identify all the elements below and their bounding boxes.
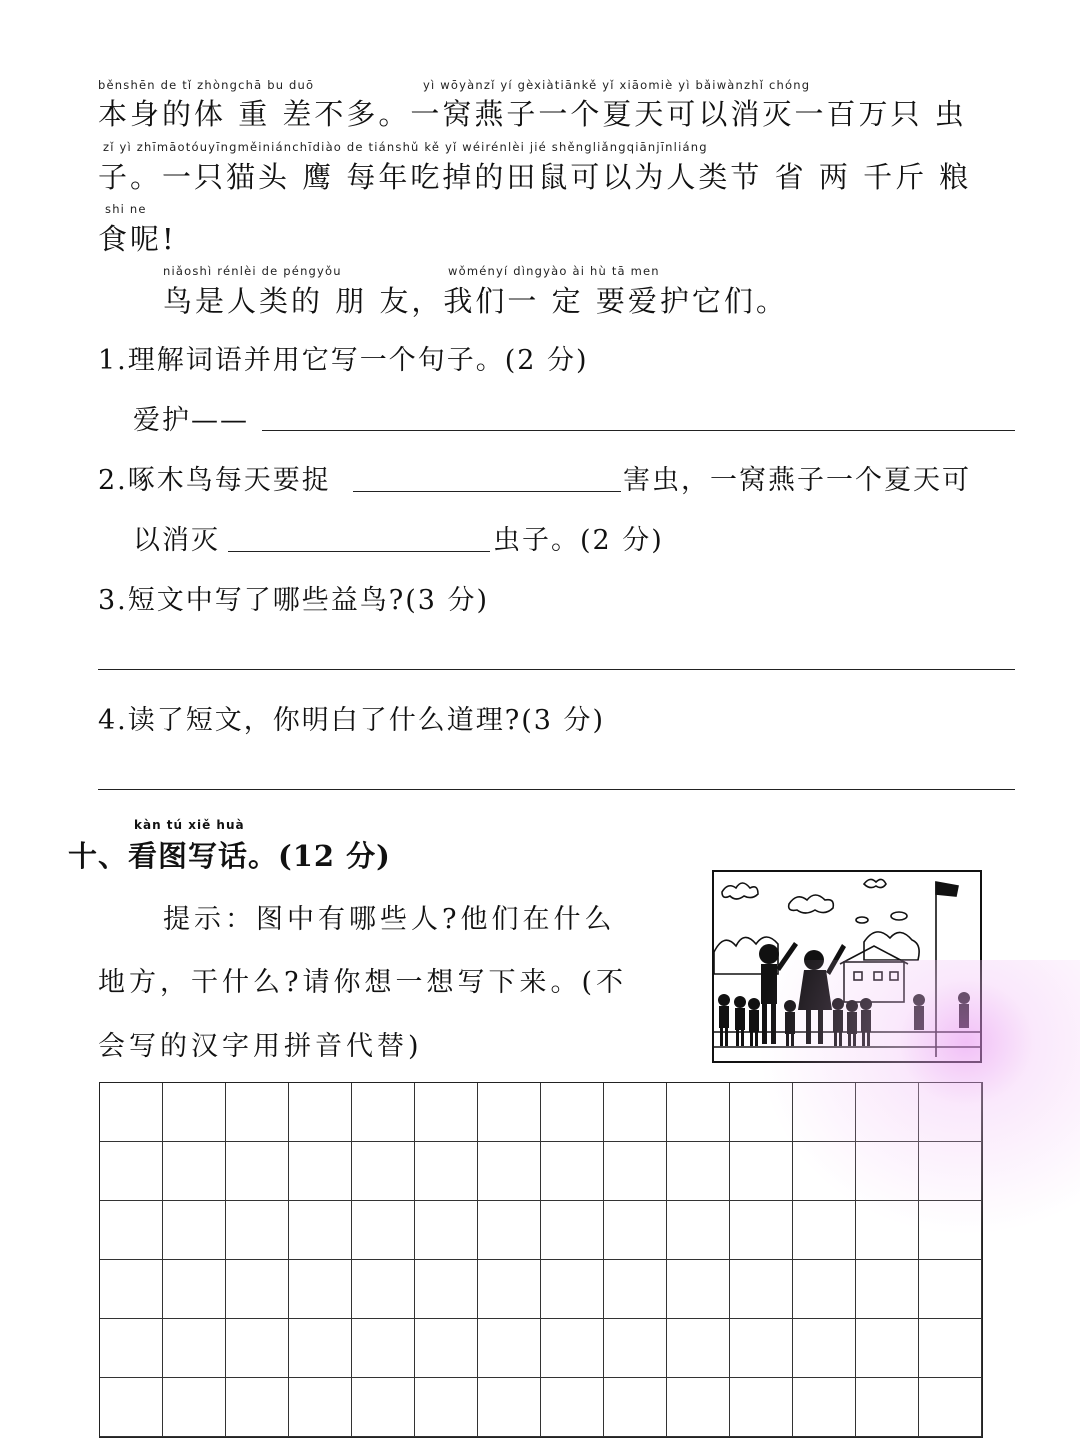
question-4: 4.读了短文，你明白了什么道理?(3 分) <box>98 705 606 736</box>
grid-cell[interactable] <box>667 1319 730 1378</box>
grid-cell[interactable] <box>856 1083 919 1142</box>
grid-cell[interactable] <box>856 1319 919 1378</box>
grid-cell[interactable] <box>415 1142 478 1201</box>
grid-cell[interactable] <box>793 1319 856 1378</box>
grid-cell[interactable] <box>163 1083 226 1142</box>
hint-line-2: 地方，干什么?请你想一想写下来。(不 <box>98 967 628 998</box>
passage-line-3: 食呢! <box>98 222 177 256</box>
answer-line-1[interactable] <box>262 430 1015 431</box>
grid-cell[interactable] <box>478 1260 541 1319</box>
grid-cell[interactable] <box>919 1260 982 1319</box>
grid-cell[interactable] <box>604 1201 667 1260</box>
pinyin-line-4-left: niǎoshì rénlèi de péngyǒu <box>163 264 342 278</box>
writing-grid[interactable] <box>99 1082 983 1438</box>
flag-ceremony-picture <box>712 870 982 1063</box>
grid-cell[interactable] <box>289 1378 352 1437</box>
grid-cell[interactable] <box>856 1201 919 1260</box>
grid-cell[interactable] <box>919 1142 982 1201</box>
grid-cell[interactable] <box>163 1260 226 1319</box>
grid-cell[interactable] <box>541 1201 604 1260</box>
grid-cell[interactable] <box>667 1083 730 1142</box>
grid-cell[interactable] <box>919 1083 982 1142</box>
grid-cell[interactable] <box>352 1083 415 1142</box>
pinyin-line-1-right: yì wōyànzǐ yí gèxiàtiānkě yǐ xiāomiè yì bǎiwànzhǐ chóng <box>423 78 811 92</box>
passage-line-1: 本身的体 重 差不多。一窝燕子一个夏天可以消灭一百万只 虫 <box>98 97 967 131</box>
question-3: 3.短文中写了哪些益鸟?(3 分) <box>98 585 490 616</box>
grid-cell[interactable] <box>478 1142 541 1201</box>
grid-cell[interactable] <box>730 1142 793 1201</box>
grid-cell[interactable] <box>793 1083 856 1142</box>
question-1: 1.理解词语并用它写一个句子。(2 分) <box>98 345 589 376</box>
question-2-part-d: 虫子。(2 分) <box>493 525 664 556</box>
grid-cell[interactable] <box>100 1142 163 1201</box>
pinyin-line-3: shi ne <box>105 202 147 216</box>
question-1-word: 爱护—— <box>133 405 249 436</box>
grid-cell[interactable] <box>856 1378 919 1437</box>
grid-cell[interactable] <box>541 1083 604 1142</box>
grid-cell[interactable] <box>163 1378 226 1437</box>
grid-cell[interactable] <box>856 1142 919 1201</box>
grid-cell[interactable] <box>667 1201 730 1260</box>
question-2-part-b: 害虫，一窝燕子一个夏天可 <box>623 465 971 496</box>
grid-cell[interactable] <box>793 1201 856 1260</box>
grid-cell[interactable] <box>730 1083 793 1142</box>
grid-cell[interactable] <box>919 1378 982 1437</box>
grid-cell[interactable] <box>604 1260 667 1319</box>
grid-cell[interactable] <box>352 1201 415 1260</box>
grid-cell[interactable] <box>793 1142 856 1201</box>
answer-blank-2a[interactable] <box>353 491 621 492</box>
grid-cell[interactable] <box>226 1201 289 1260</box>
grid-cell[interactable] <box>541 1142 604 1201</box>
question-2-part-a: 2.啄木鸟每天要捉 <box>98 465 331 496</box>
grid-cell[interactable] <box>730 1319 793 1378</box>
grid-cell[interactable] <box>226 1142 289 1201</box>
grid-cell[interactable] <box>352 1142 415 1201</box>
grid-cell[interactable] <box>352 1378 415 1437</box>
grid-cell[interactable] <box>415 1083 478 1142</box>
grid-cell[interactable] <box>478 1378 541 1437</box>
grid-cell[interactable] <box>100 1319 163 1378</box>
grid-cell[interactable] <box>415 1378 478 1437</box>
answer-line-3[interactable] <box>98 669 1015 670</box>
grid-cell[interactable] <box>289 1201 352 1260</box>
grid-cell[interactable] <box>100 1260 163 1319</box>
grid-cell[interactable] <box>289 1319 352 1378</box>
grid-cell[interactable] <box>793 1378 856 1437</box>
grid-cell[interactable] <box>226 1378 289 1437</box>
grid-cell[interactable] <box>415 1319 478 1378</box>
grid-cell[interactable] <box>604 1142 667 1201</box>
grid-cell[interactable] <box>100 1083 163 1142</box>
passage-line-4: 鸟是人类的 朋 友，我们一 定 要爱护它们。 <box>163 284 788 318</box>
grid-cell[interactable] <box>919 1201 982 1260</box>
grid-cell[interactable] <box>604 1378 667 1437</box>
section-10-pinyin: kàn tú xiě huà <box>134 818 245 832</box>
grid-cell[interactable] <box>730 1260 793 1319</box>
passage-line-2: 子。一只猫头 鹰 每年吃掉的田鼠可以为人类节 省 两 千斤 粮 <box>98 160 972 194</box>
section-10-title: 十、看图写话。(12 分) <box>68 839 391 873</box>
grid-cell[interactable] <box>604 1083 667 1142</box>
grid-cell[interactable] <box>667 1378 730 1437</box>
grid-cell[interactable] <box>667 1142 730 1201</box>
hint-line-1: 提示：图中有哪些人?他们在什么 <box>163 904 616 935</box>
grid-cell[interactable] <box>289 1260 352 1319</box>
children-flag-ceremony-illustration <box>714 872 980 1061</box>
grid-cell[interactable] <box>289 1142 352 1201</box>
hint-line-3: 会写的汉字用拼音代替) <box>98 1031 423 1062</box>
answer-line-4[interactable] <box>98 789 1015 790</box>
grid-cell[interactable] <box>415 1201 478 1260</box>
grid-cell[interactable] <box>352 1319 415 1378</box>
grid-cell[interactable] <box>352 1260 415 1319</box>
grid-cell[interactable] <box>163 1319 226 1378</box>
grid-cell[interactable] <box>604 1319 667 1378</box>
pinyin-line-2: zǐ yì zhīmāotóuyīngměiniánchīdiào de tiánshǔ kě yǐ wéirénlèi jié shěngliǎngqiānjīnliáng <box>103 140 708 154</box>
grid-cell[interactable] <box>478 1201 541 1260</box>
grid-cell[interactable] <box>667 1260 730 1319</box>
answer-blank-2b[interactable] <box>228 551 490 552</box>
question-2-part-c: 以消灭 <box>133 525 220 556</box>
grid-cell[interactable] <box>100 1378 163 1437</box>
pinyin-line-4-right: wǒményí dìngyào ài hù tā men <box>448 264 660 278</box>
grid-cell[interactable] <box>100 1201 163 1260</box>
grid-cell[interactable] <box>919 1319 982 1378</box>
grid-cell[interactable] <box>226 1083 289 1142</box>
grid-cell[interactable] <box>856 1260 919 1319</box>
grid-cell[interactable] <box>289 1083 352 1142</box>
grid-cell[interactable] <box>730 1201 793 1260</box>
grid-cell[interactable] <box>730 1378 793 1437</box>
grid-cell[interactable] <box>163 1142 226 1201</box>
grid-cell[interactable] <box>226 1260 289 1319</box>
grid-cell[interactable] <box>478 1083 541 1142</box>
grid-cell[interactable] <box>163 1201 226 1260</box>
grid-cell[interactable] <box>541 1319 604 1378</box>
grid-cell[interactable] <box>541 1260 604 1319</box>
grid-cell[interactable] <box>541 1378 604 1437</box>
grid-cell[interactable] <box>415 1260 478 1319</box>
grid-cell[interactable] <box>793 1260 856 1319</box>
pinyin-line-1-left: běnshēn de tǐ zhòngchā bu duō <box>98 78 315 92</box>
grid-cell[interactable] <box>226 1319 289 1378</box>
grid-cell[interactable] <box>478 1319 541 1378</box>
